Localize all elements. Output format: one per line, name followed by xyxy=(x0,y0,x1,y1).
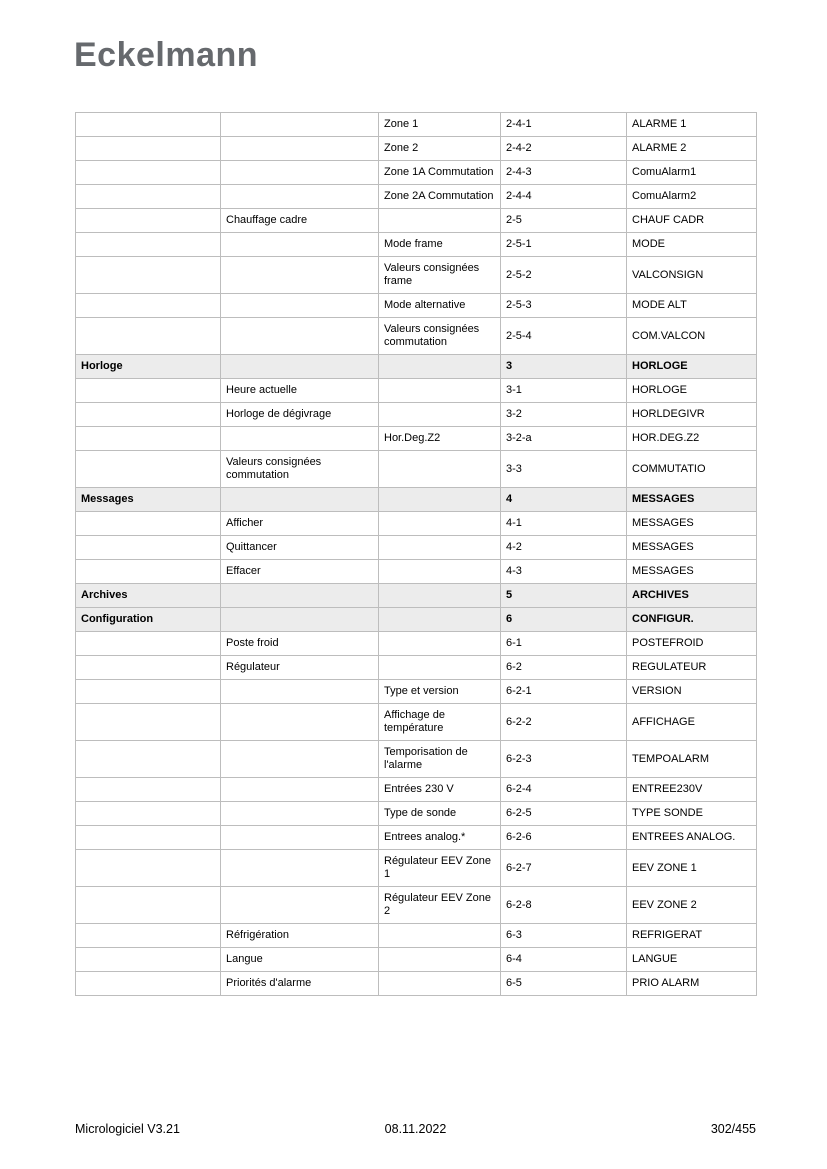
table-row xyxy=(76,113,757,137)
table-cell: HORLDEGIVR xyxy=(627,403,757,427)
table-cell: POSTEFROID xyxy=(627,632,757,656)
table-cell xyxy=(76,403,221,427)
table-cell: Régulateur EEV Zone 2 xyxy=(379,887,501,924)
table-cell: 3 xyxy=(501,355,627,379)
table-cell: 4 xyxy=(501,488,627,512)
table-cell: 6-2-7 xyxy=(501,850,627,887)
table-cell: Mode frame xyxy=(379,233,501,257)
table-cell: AFFICHAGE xyxy=(627,704,757,741)
table-cell xyxy=(221,427,379,451)
table-cell xyxy=(221,704,379,741)
table-cell xyxy=(76,741,221,778)
table-cell xyxy=(221,802,379,826)
table-row xyxy=(76,850,757,887)
table-row xyxy=(76,209,757,233)
table-cell: 3-2-a xyxy=(501,427,627,451)
table-cell xyxy=(76,209,221,233)
table-cell: Poste froid xyxy=(221,632,379,656)
table-cell xyxy=(221,680,379,704)
table-cell xyxy=(76,161,221,185)
table-cell xyxy=(379,355,501,379)
table-cell: MODE ALT xyxy=(627,294,757,318)
table-cell: ALARME 2 xyxy=(627,137,757,161)
table-cell: 2-4-1 xyxy=(501,113,627,137)
table-cell: 2-4-3 xyxy=(501,161,627,185)
table-cell xyxy=(221,318,379,355)
table-cell xyxy=(379,403,501,427)
table-cell: 6-3 xyxy=(501,924,627,948)
table-cell: 3-3 xyxy=(501,451,627,488)
table-cell: Affichage de température xyxy=(379,704,501,741)
table-cell: REGULATEUR xyxy=(627,656,757,680)
table-cell xyxy=(221,185,379,209)
table-cell xyxy=(76,887,221,924)
table-cell: Configuration xyxy=(76,608,221,632)
table-cell: Effacer xyxy=(221,560,379,584)
table-row xyxy=(76,560,757,584)
table-cell: ComuAlarm1 xyxy=(627,161,757,185)
table-row xyxy=(76,608,757,632)
table-cell xyxy=(221,294,379,318)
table-cell: 6-1 xyxy=(501,632,627,656)
table-cell: 6-2-6 xyxy=(501,826,627,850)
table-cell: EEV ZONE 2 xyxy=(627,887,757,924)
table-cell: 6-2-1 xyxy=(501,680,627,704)
table-cell: Régulateur EEV Zone 1 xyxy=(379,850,501,887)
table-cell xyxy=(379,512,501,536)
table-cell: Mode alternative xyxy=(379,294,501,318)
table-cell: 4-3 xyxy=(501,560,627,584)
table-cell: Horloge de dégivrage xyxy=(221,403,379,427)
table-cell xyxy=(379,924,501,948)
table-cell: EEV ZONE 1 xyxy=(627,850,757,887)
table-cell: Hor.Deg.Z2 xyxy=(379,427,501,451)
table-cell: 6-2-5 xyxy=(501,802,627,826)
table-row xyxy=(76,924,757,948)
table-cell xyxy=(76,802,221,826)
table-cell: MESSAGES xyxy=(627,512,757,536)
table-cell: 2-4-2 xyxy=(501,137,627,161)
table-cell xyxy=(76,137,221,161)
table-row xyxy=(76,451,757,488)
table-cell: 4-2 xyxy=(501,536,627,560)
table-cell: 6-2-2 xyxy=(501,704,627,741)
table-cell xyxy=(76,318,221,355)
table-cell xyxy=(221,137,379,161)
table-cell: COM.VALCON xyxy=(627,318,757,355)
table-cell xyxy=(76,948,221,972)
table-cell: 2-5-4 xyxy=(501,318,627,355)
table-row xyxy=(76,403,757,427)
table-cell xyxy=(76,632,221,656)
table-cell xyxy=(221,741,379,778)
table-cell xyxy=(221,233,379,257)
table-row xyxy=(76,427,757,451)
table-cell: 6-2-4 xyxy=(501,778,627,802)
table-cell xyxy=(379,209,501,233)
table-cell xyxy=(76,185,221,209)
table-row xyxy=(76,355,757,379)
table-cell xyxy=(221,161,379,185)
table-cell xyxy=(76,294,221,318)
table-row xyxy=(76,137,757,161)
table-row xyxy=(76,948,757,972)
footer-version-label: Micrologiciel V3.21 xyxy=(75,1122,180,1136)
eckelmann-logo: Eckelmann xyxy=(74,36,259,74)
table-cell: HOR.DEG.Z2 xyxy=(627,427,757,451)
table-cell: LANGUE xyxy=(627,948,757,972)
table-cell: 6-2-8 xyxy=(501,887,627,924)
table-row xyxy=(76,233,757,257)
table-cell xyxy=(76,924,221,948)
table-row xyxy=(76,294,757,318)
table-cell xyxy=(221,778,379,802)
table-row xyxy=(76,488,757,512)
table-cell xyxy=(76,850,221,887)
table-cell: 6 xyxy=(501,608,627,632)
table-cell xyxy=(76,704,221,741)
table-cell xyxy=(221,355,379,379)
table-row xyxy=(76,379,757,403)
table-cell: Type et version xyxy=(379,680,501,704)
table-cell: Entrées 230 V xyxy=(379,778,501,802)
table-cell xyxy=(379,632,501,656)
table-cell: 5 xyxy=(501,584,627,608)
table-cell: MESSAGES xyxy=(627,488,757,512)
table-row xyxy=(76,536,757,560)
table-cell: Priorités d'alarme xyxy=(221,972,379,996)
table-row xyxy=(76,257,757,294)
table-cell: Horloge xyxy=(76,355,221,379)
table-cell: REFRIGERAT xyxy=(627,924,757,948)
table-cell: 3-1 xyxy=(501,379,627,403)
table-row xyxy=(76,318,757,355)
table-cell: 6-2-3 xyxy=(501,741,627,778)
table-cell: HORLOGE xyxy=(627,355,757,379)
table-row xyxy=(76,887,757,924)
table-row xyxy=(76,826,757,850)
menu-table-body xyxy=(76,113,757,996)
table-cell xyxy=(76,233,221,257)
table-cell: VERSION xyxy=(627,680,757,704)
table-cell: TEMPOALARM xyxy=(627,741,757,778)
table-row xyxy=(76,161,757,185)
table-cell xyxy=(221,113,379,137)
table-cell: COMMUTATIO xyxy=(627,451,757,488)
table-cell: 2-4-4 xyxy=(501,185,627,209)
table-cell: Type de sonde xyxy=(379,802,501,826)
table-cell xyxy=(76,379,221,403)
table-cell xyxy=(221,584,379,608)
table-cell xyxy=(76,778,221,802)
table-cell xyxy=(221,257,379,294)
table-cell: 4-1 xyxy=(501,512,627,536)
table-cell: PRIO ALARM xyxy=(627,972,757,996)
table-cell: ALARME 1 xyxy=(627,113,757,137)
table-cell: 6-5 xyxy=(501,972,627,996)
table-cell: 2-5-2 xyxy=(501,257,627,294)
table-cell xyxy=(379,536,501,560)
table-cell xyxy=(221,850,379,887)
table-row xyxy=(76,741,757,778)
table-cell: 3-2 xyxy=(501,403,627,427)
table-cell xyxy=(221,826,379,850)
table-cell: 6-2 xyxy=(501,656,627,680)
table-cell: 2-5-3 xyxy=(501,294,627,318)
table-cell xyxy=(76,972,221,996)
table-row xyxy=(76,778,757,802)
table-cell: MESSAGES xyxy=(627,560,757,584)
table-cell: VALCONSIGN xyxy=(627,257,757,294)
table-cell xyxy=(76,656,221,680)
table-cell: Valeurs consignées frame xyxy=(379,257,501,294)
table-cell: CHAUF CADR xyxy=(627,209,757,233)
table-cell: Chauffage cadre xyxy=(221,209,379,233)
table-cell xyxy=(76,512,221,536)
table-cell xyxy=(379,584,501,608)
table-cell xyxy=(76,257,221,294)
table-cell xyxy=(379,948,501,972)
table-cell: Temporisation de l'alarme xyxy=(379,741,501,778)
table-cell: TYPE SONDE xyxy=(627,802,757,826)
table-cell xyxy=(379,379,501,403)
table-cell xyxy=(76,427,221,451)
table-cell xyxy=(379,488,501,512)
table-row xyxy=(76,584,757,608)
table-cell xyxy=(76,451,221,488)
table-cell: 2-5-1 xyxy=(501,233,627,257)
table-row xyxy=(76,802,757,826)
table-cell: Réfrigération xyxy=(221,924,379,948)
footer-date-label: 08.11.2022 xyxy=(384,1122,447,1136)
table-row xyxy=(76,680,757,704)
table-cell: MODE xyxy=(627,233,757,257)
table-cell xyxy=(379,972,501,996)
table-row xyxy=(76,704,757,741)
table-cell: Quittancer xyxy=(221,536,379,560)
footer-page-number: 302/455 xyxy=(710,1122,756,1136)
table-cell xyxy=(221,488,379,512)
table-cell: MESSAGES xyxy=(627,536,757,560)
table-cell: Afficher xyxy=(221,512,379,536)
table-row xyxy=(76,512,757,536)
table-cell: Archives xyxy=(76,584,221,608)
table-cell xyxy=(379,560,501,584)
table-row xyxy=(76,185,757,209)
table-cell: 2-5 xyxy=(501,209,627,233)
table-cell: Entrees analog.* xyxy=(379,826,501,850)
table-cell: Heure actuelle xyxy=(221,379,379,403)
table-cell: Messages xyxy=(76,488,221,512)
table-cell: ENTREE230V xyxy=(627,778,757,802)
table-cell: Zone 1 xyxy=(379,113,501,137)
table-cell xyxy=(379,608,501,632)
table-cell: Langue xyxy=(221,948,379,972)
table-cell: Zone 2A Commutation xyxy=(379,185,501,209)
table-row xyxy=(76,632,757,656)
table-cell: ARCHIVES xyxy=(627,584,757,608)
table-cell xyxy=(76,680,221,704)
table-row xyxy=(76,972,757,996)
table-cell: Valeurs consignées commutation xyxy=(221,451,379,488)
table-cell: 6-4 xyxy=(501,948,627,972)
table-row xyxy=(76,656,757,680)
table-cell xyxy=(379,451,501,488)
table-cell xyxy=(379,656,501,680)
table-cell: Zone 2 xyxy=(379,137,501,161)
page-footer xyxy=(75,1122,756,1136)
table-cell xyxy=(76,113,221,137)
table-cell xyxy=(221,887,379,924)
table-cell: HORLOGE xyxy=(627,379,757,403)
table-cell xyxy=(76,536,221,560)
table-cell: Zone 1A Commutation xyxy=(379,161,501,185)
table-cell xyxy=(76,560,221,584)
table-cell xyxy=(221,608,379,632)
table-cell: Valeurs consignées commutation xyxy=(379,318,501,355)
table-cell: Régulateur xyxy=(221,656,379,680)
table-cell: ComuAlarm2 xyxy=(627,185,757,209)
table-cell xyxy=(76,826,221,850)
table-cell: CONFIGUR. xyxy=(627,608,757,632)
menu-structure-table xyxy=(75,112,757,996)
table-cell: ENTREES ANALOG. xyxy=(627,826,757,850)
